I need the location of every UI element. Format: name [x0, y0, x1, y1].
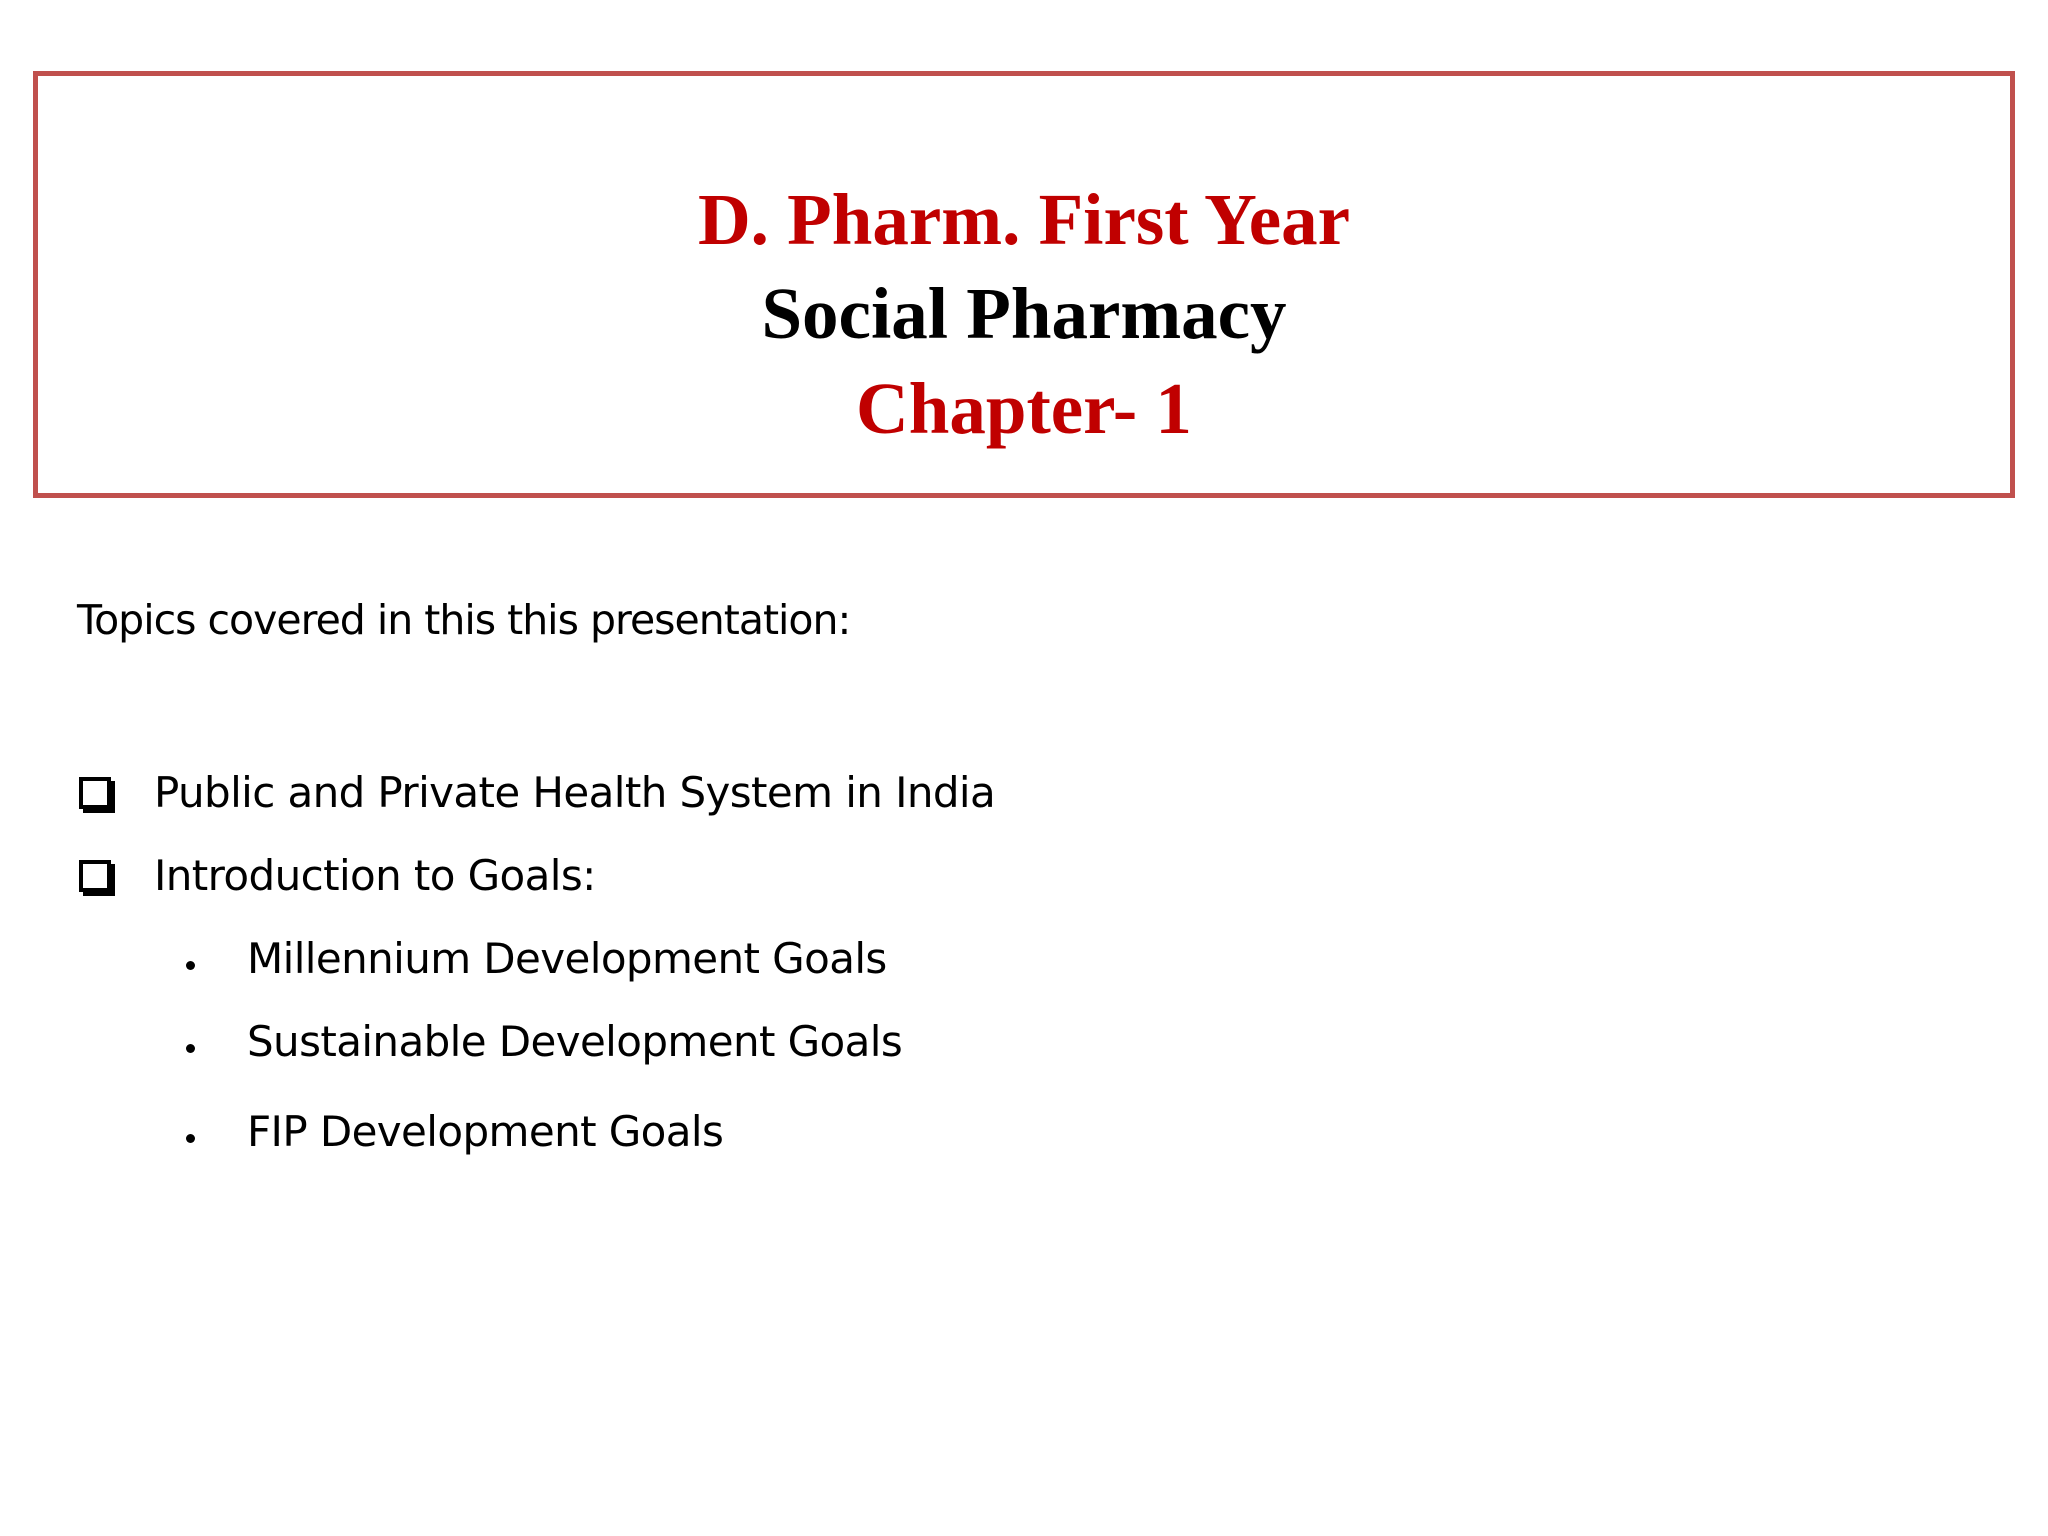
subject-title: Social Pharmacy — [761, 273, 1287, 354]
course-title: D. Pharm. First Year — [697, 179, 1351, 260]
dot-bullet-icon — [186, 1044, 195, 1053]
checkbox-bullet-icon — [79, 777, 111, 809]
dot-bullet-icon — [186, 961, 195, 970]
title-box — [33, 71, 2015, 498]
subtopic-label: FIP Development Goals — [247, 1107, 724, 1156]
topics-heading: Topics covered in this this presentation: — [77, 596, 851, 644]
dot-bullet-icon — [186, 1134, 195, 1143]
subtopic-label: Millennium Development Goals — [247, 934, 887, 983]
topic-label: Introduction to Goals: — [154, 851, 596, 900]
topic-label: Public and Private Health System in India — [154, 768, 996, 817]
subtopic-label: Sustainable Development Goals — [247, 1017, 903, 1066]
checkbox-bullet-icon — [79, 860, 111, 892]
chapter-title: Chapter- 1 — [856, 368, 1192, 449]
